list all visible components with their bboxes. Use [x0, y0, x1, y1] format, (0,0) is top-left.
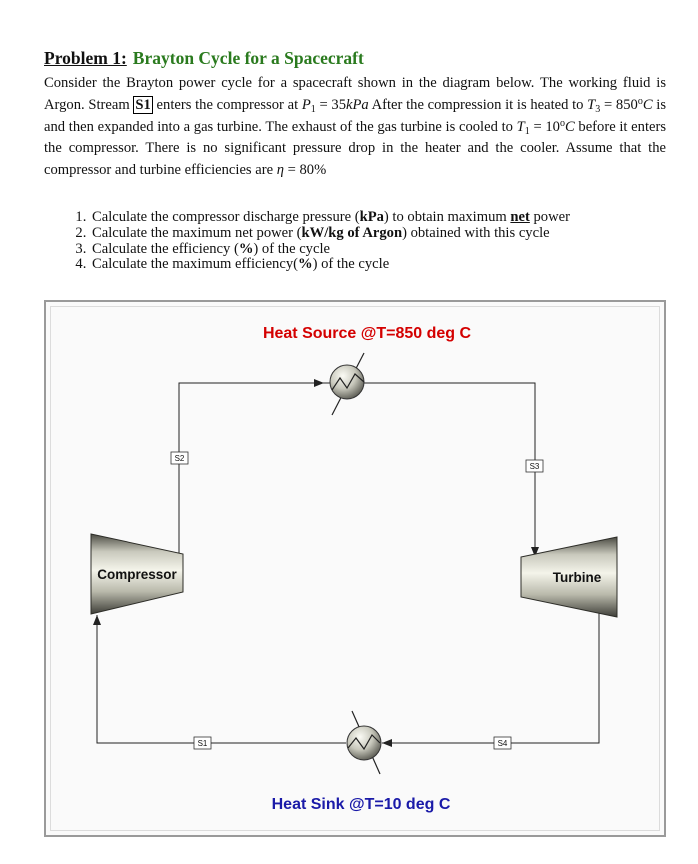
- heater-icon: [330, 353, 364, 415]
- q1-text-e: power: [529, 209, 570, 225]
- cycle-diagram: [44, 300, 666, 837]
- q3-unit: %: [238, 240, 254, 257]
- question-4: [90, 257, 690, 273]
- t1-unit: C: [564, 118, 575, 135]
- compressor-label: Compressor: [97, 567, 177, 582]
- heat-sink-label: Heat Sink @T=10 deg C: [271, 796, 451, 813]
- q3-text-a: Calculate the efficiency (: [92, 240, 239, 257]
- t3-degree: o: [637, 95, 643, 107]
- turbine-label: Turbine: [552, 570, 602, 585]
- q1-net-emphasis: net: [510, 209, 530, 225]
- arrow-into-cooler: [382, 739, 392, 747]
- arrow-into-compressor: [93, 615, 101, 625]
- eta-value: = 80%: [283, 162, 327, 179]
- stream-tag-s2-label: S2: [174, 454, 185, 463]
- statement-text-2: enters the compressor at: [152, 96, 302, 113]
- t1-symbol: T: [516, 118, 525, 135]
- question-1: [90, 210, 690, 226]
- q4-unit: %: [298, 256, 313, 273]
- stream-tag-s4-label: S4: [497, 739, 508, 748]
- t1-subscript: 1: [524, 125, 530, 137]
- statement-text-3: After the compression it is heated to: [368, 96, 588, 113]
- problem-heading: [44, 48, 364, 69]
- stream-tag-s2: [171, 452, 188, 464]
- cooler-icon: [347, 711, 381, 774]
- t3-symbol: T: [587, 96, 596, 113]
- question-list: [44, 210, 690, 273]
- arrow-into-heater: [314, 379, 324, 387]
- question-2: [90, 226, 690, 242]
- question-3: [90, 242, 690, 258]
- q4-text-c: ) of the cycle: [312, 256, 390, 273]
- stream-line-s3: [364, 383, 535, 547]
- stream-s1-ref: S1: [135, 96, 151, 113]
- t3-subscript: 3: [595, 103, 601, 115]
- eta-symbol: η: [276, 162, 284, 179]
- stream-line-s1: [97, 615, 346, 743]
- stream-line-s2: [179, 383, 330, 553]
- t3-value: = 850: [600, 96, 638, 113]
- problem-label: Problem 1:: [44, 48, 127, 68]
- statement-text-5: before it enters the compressor. There is no significant pressure drop in the heater and the cooler. Assume that the compressor and turbine efficiencies are: [44, 118, 667, 179]
- p1-value: = 35: [315, 96, 346, 113]
- t3-unit: C: [642, 96, 653, 113]
- stream-tag-s1-label: S1: [197, 739, 208, 748]
- q4-text-a: Calculate the maximum efficiency(: [92, 256, 298, 273]
- stream-tag-s1: [194, 737, 211, 749]
- q2-unit: kW/kg of Argon: [301, 224, 403, 241]
- t1-value: = 10: [529, 118, 560, 135]
- q2-text-a: Calculate the maximum net power (: [92, 224, 302, 241]
- heat-source-label: Heat Source @T=850 deg C: [262, 325, 472, 342]
- q1-text-c: ) to obtain maximum: [383, 209, 511, 225]
- problem-statement: [44, 73, 666, 182]
- problem-title: Brayton Cycle for a Spacecraft: [132, 48, 364, 68]
- t1-degree: o: [559, 117, 565, 129]
- p1-unit: kPa: [346, 96, 369, 113]
- p1-subscript: 1: [310, 103, 316, 115]
- compressor-unit: [91, 534, 183, 614]
- stream-line-s4: [382, 594, 599, 743]
- stream-tag-s3: [526, 460, 543, 472]
- q2-text-c: ) obtained with this cycle: [402, 224, 550, 241]
- q3-text-c: ) of the cycle: [253, 240, 330, 257]
- q1-text-a: Calculate the compressor discharge pressure (: [92, 209, 360, 225]
- stream-tag-s3-label: S3: [529, 462, 540, 471]
- q1-unit: kPa: [359, 209, 384, 225]
- p1-symbol: P: [301, 96, 311, 113]
- cycle-diagram-svg: [46, 302, 664, 835]
- statement-text-1: Consider the Brayton power cycle for a spacecraft shown in the diagram below. The working fluid is Argon. Stream: [44, 75, 666, 113]
- stream-tag-s4: [494, 737, 511, 749]
- statement-text-4: is and then expanded into a gas turbine. The exhaust of the gas turbine is cooled to: [44, 96, 666, 135]
